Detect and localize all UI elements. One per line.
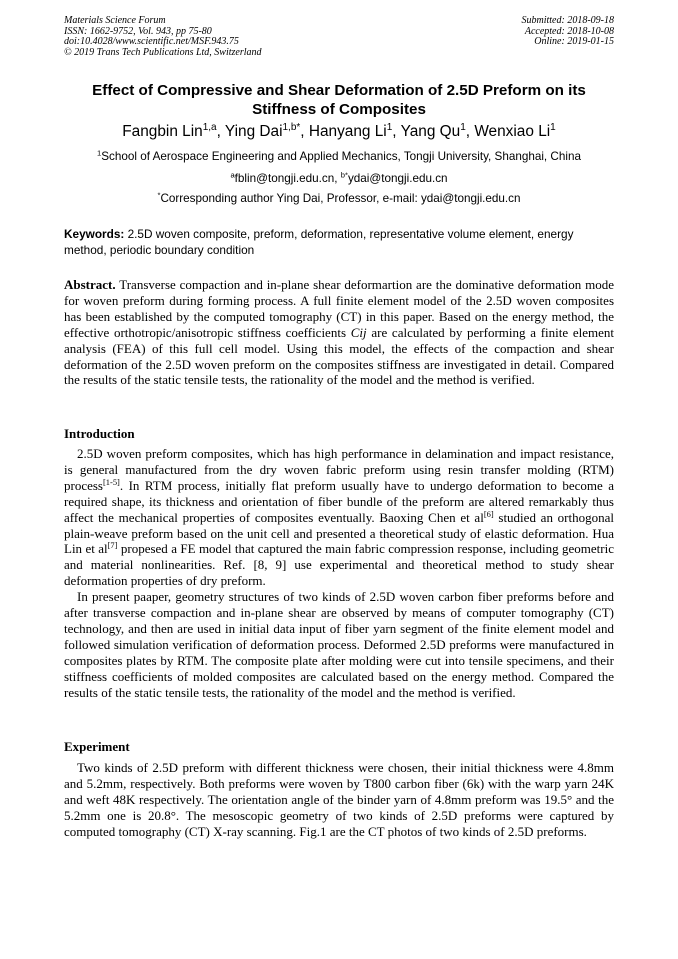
paragraph-text: . In RTM process, initially flat preform usually have to undergo deformation to become a required shape, its thickness and orientation of fiber bundle of the preform are altered remarkably thus affect the mechanical properties of composites eventually. Baoxing Chen et al	[64, 477, 614, 525]
abstract-text: Transverse compaction and in-plane shear deformartion are the dominative deformation mode for woven preform during forming process. A full finite element model of the 2.5D woven composites has been established by the computed tomography (CT) in this paper. Based on the energy method, the effective orthotropic/anisotropic stiffness coefficients	[64, 277, 614, 340]
paragraph-text: propesed a FE model that captured the main fabric compression response, including geometric and material nonlinearities. Ref. [8, 9] use experimental and theoretical method to study shear deformation properties of dry preform.	[64, 541, 614, 589]
author-name: Ying Dai	[224, 123, 283, 140]
introduction-section	[64, 446, 614, 701]
author-affiliation-mark: 1	[386, 122, 393, 133]
section-heading-experiment: Experiment	[64, 739, 130, 754]
journal-issn: ISSN: 1662-9752, Vol. 943, pp 75-80	[64, 25, 212, 37]
experiment-section	[64, 760, 614, 840]
corresponding-author	[40, 192, 638, 206]
body-paragraph: Two kinds of 2.5D preform with different thickness were chosen, their initial thickness were 4.8mm and 5.2mm, respectively. Both preforms were woven by T800 carbon fiber (6k) with the warp yarn 24K and weft 48K respectively. The orientation angle of the binder yarn of 4.8mm preform was 19.5° and the 5.2mm one is 20.8°. The mesoscopic geometry of two kinds of 2.5D preforms were captured by computed tomography (CT) X-ray scanning. Fig.1 are the CT photos of two kinds of 2.5D preforms.	[64, 760, 614, 839]
journal-copyright: © 2019 Trans Tech Publications Ltd, Switzerland	[64, 46, 262, 58]
paragraph-text: studied an orthogonal plain-weave preform based on the unit cell and presented a theoretical study of elastic deformation. Hua Lin et al	[64, 509, 614, 557]
abstract-label: Abstract.	[64, 277, 116, 292]
abstract-text: are calculated by performing a finite element analysis (FEA) of this full cell model. Using this model, the effects of the compaction and shear deformation of the 2.5D woven preform on the composites stiffness are investigated in detail. Compared the results of the static tensile tests, the rationality of the model and the method is verified.	[64, 324, 615, 388]
abstract-section	[64, 277, 614, 388]
author-affiliation-mark: 1	[550, 122, 556, 133]
paragraph-text: 2.5D woven preform composites, which has high performance in delamination and impact resistance, is general manufactured from the dry woven fabric preform using resin transfer molding (RTM) process	[64, 446, 614, 493]
author-affiliation-mark: 1,a	[202, 122, 217, 133]
accepted-date: Accepted: 2018-10-08	[524, 25, 614, 37]
journal-info	[64, 16, 262, 58]
email-mark: b*	[340, 170, 348, 180]
section-heading-introduction: Introduction	[64, 426, 135, 441]
publication-dates	[522, 16, 615, 48]
keywords-label: Keywords:	[64, 227, 125, 241]
corresponding-mark: *	[157, 190, 161, 200]
citation[interactable]: [1-5]	[103, 476, 120, 487]
author-name: Hanyang Li	[308, 123, 387, 140]
author-name: Yang Qu	[400, 123, 461, 140]
affiliation-mark: 1	[97, 148, 102, 158]
author-list: Fangbin Lin$^{1,a}$, Ying Dai$^{1,b*}$, Hanyang Li$^1$, Yang Qu$^1$, Wenxiao Li$^1$	[122, 122, 556, 140]
email-mark: a	[230, 170, 235, 180]
keywords-text: 2.5D woven composite, preform, deformation, representative volume element, energy method, periodic boundary condition	[64, 227, 574, 257]
journal-doi: doi:10.4028/www.scientific.net/MSF.943.75	[64, 36, 239, 48]
affiliation	[40, 150, 638, 164]
body-paragraph	[64, 446, 614, 589]
author-emails	[40, 172, 638, 186]
paper-title: Effect of Compressive and Shear Deformation of 2.5D Preform on its Stiffness of Composites	[92, 82, 586, 118]
corresponding-text: Corresponding author Ying Dai, Professor, e-mail: ydai@tongji.edu.cn	[160, 192, 521, 205]
journal-name: Materials Science Forum	[64, 15, 166, 26]
email-link[interactable]: ydai@tongji.edu.cn	[347, 172, 448, 185]
body-paragraph: In present paaper, geometry structures of two kinds of 2.5D woven carbon fiber preforms before and after transverse compaction and in-plane shear are observed by means of computer tomography (CT) technology, and then are used in initial data input of fiber yarn segment of the finite element model and followed simulation verification of deformation process. Deformed 2.5D preforms were manufactured in composites plates by RTM. The composite plate after molding were cut into tensile specimens, and their stiffness coefficients of molded composites are calculated based on the energy method. Compared the results of the static tensile tests, the rationality of the model and the method is verified.	[64, 589, 614, 700]
citation[interactable]: [6]	[483, 508, 494, 519]
stiffness-symbol: Cij	[350, 324, 367, 340]
submitted-date: Submitted: 2018-09-18	[521, 15, 614, 26]
citation[interactable]: [7]	[107, 540, 118, 551]
author-name: Fangbin Lin	[122, 123, 203, 140]
affiliation-text: School of Aerospace Engineering and Applied Mechanics, Tongji University, Shanghai, China	[101, 150, 581, 163]
abstract-paragraph	[64, 277, 614, 388]
author-affiliation-mark: 1,b*	[282, 122, 301, 133]
author-affiliation-mark: 1	[460, 122, 466, 133]
online-date: Online: 2019-01-15	[534, 36, 614, 48]
keywords-section	[64, 227, 614, 259]
author-name: Wenxiao Li	[474, 123, 551, 140]
email-link[interactable]: fblin@tongji.edu.cn,	[234, 172, 338, 185]
